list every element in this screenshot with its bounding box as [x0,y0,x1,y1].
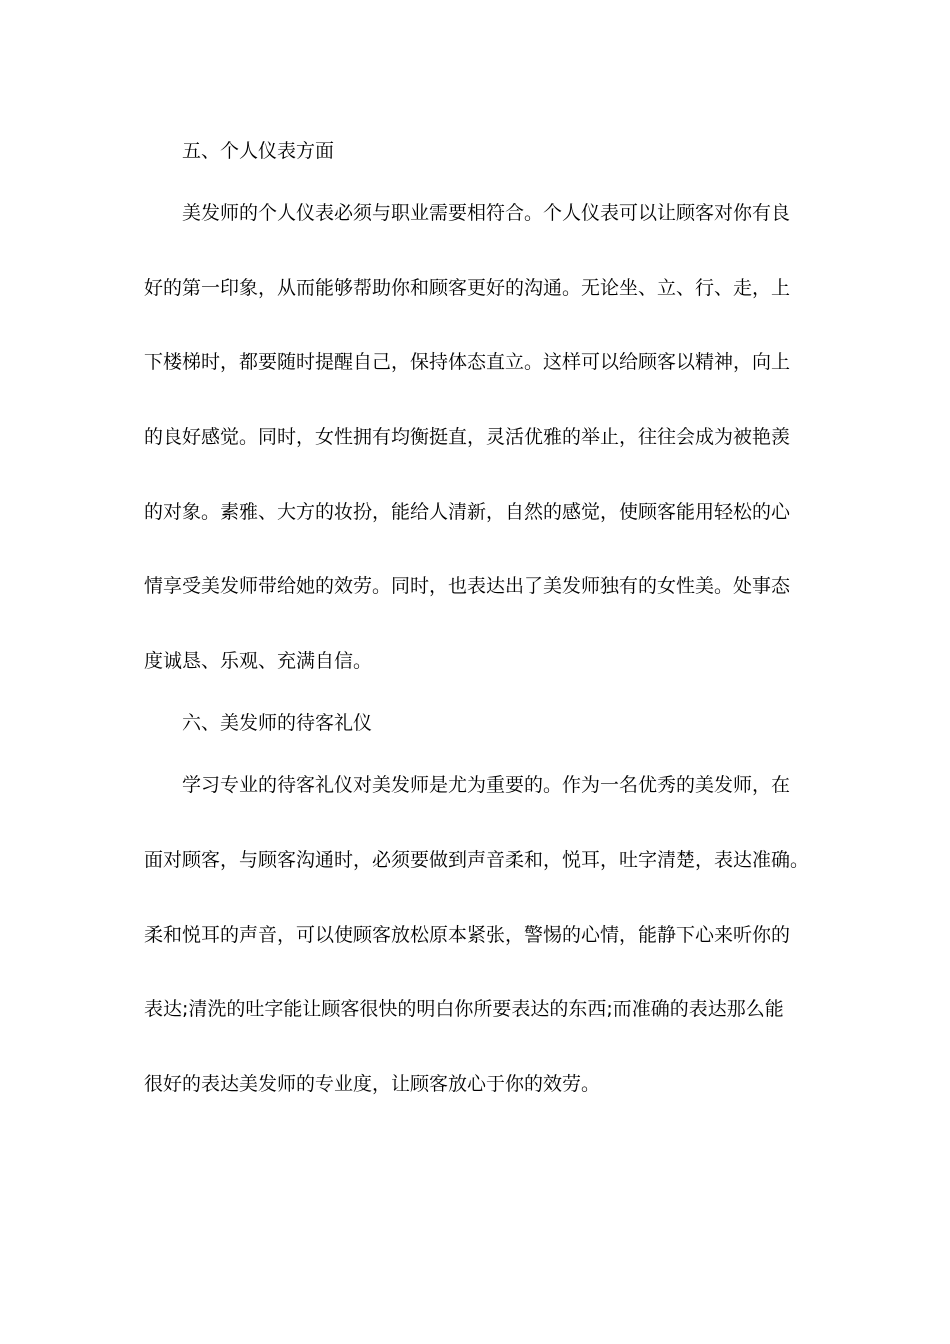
section-heading-reception-etiquette: 六、美发师的待客礼仪 [182,712,373,734]
paragraph-line: 度诚恳、乐观、充满自信。 [144,650,373,672]
paragraph-line: 下楼梯时，都要随时提醒自己，保持体态直立。这样可以给顾客以精神，向上 [144,351,791,373]
paragraph-line: 表达;清洗的吐字能让顾客很快的明白你所要表达的东西;而准确的表达那么能 [144,998,784,1020]
paragraph-line: 柔和悦耳的声音，可以使顾客放松原本紧张，警惕的心情，能静下心来听你的 [144,924,791,946]
section-heading-personal-appearance: 五、个人仪表方面 [182,140,335,162]
paragraph-line: 的对象。素雅、大方的妆扮，能给人清新，自然的感觉，使顾客能用轻松的心 [144,501,791,523]
paragraph-line: 好的第一印象，从而能够帮助你和顾客更好的沟通。无论坐、立、行、走，上 [144,277,791,299]
paragraph-line: 美发师的个人仪表必须与职业需要相符合。个人仪表可以让顾客对你有良 [182,202,791,224]
paragraph-line: 面对顾客，与顾客沟通时，必须要做到声音柔和，悦耳，吐字清楚，表达准确。 [144,849,810,871]
paragraph-line: 情享受美发师带给她的效劳。同时，也表达出了美发师独有的女性美。处事态 [144,575,791,597]
paragraph-line: 学习专业的待客礼仪对美发师是尤为重要的。作为一名优秀的美发师，在 [182,774,791,796]
paragraph-line: 很好的表达美发师的专业度，让顾客放心于你的效劳。 [144,1073,601,1095]
paragraph-line: 的良好感觉。同时，女性拥有均衡挺直，灵活优雅的举止，往往会成为被艳羡 [144,426,791,448]
